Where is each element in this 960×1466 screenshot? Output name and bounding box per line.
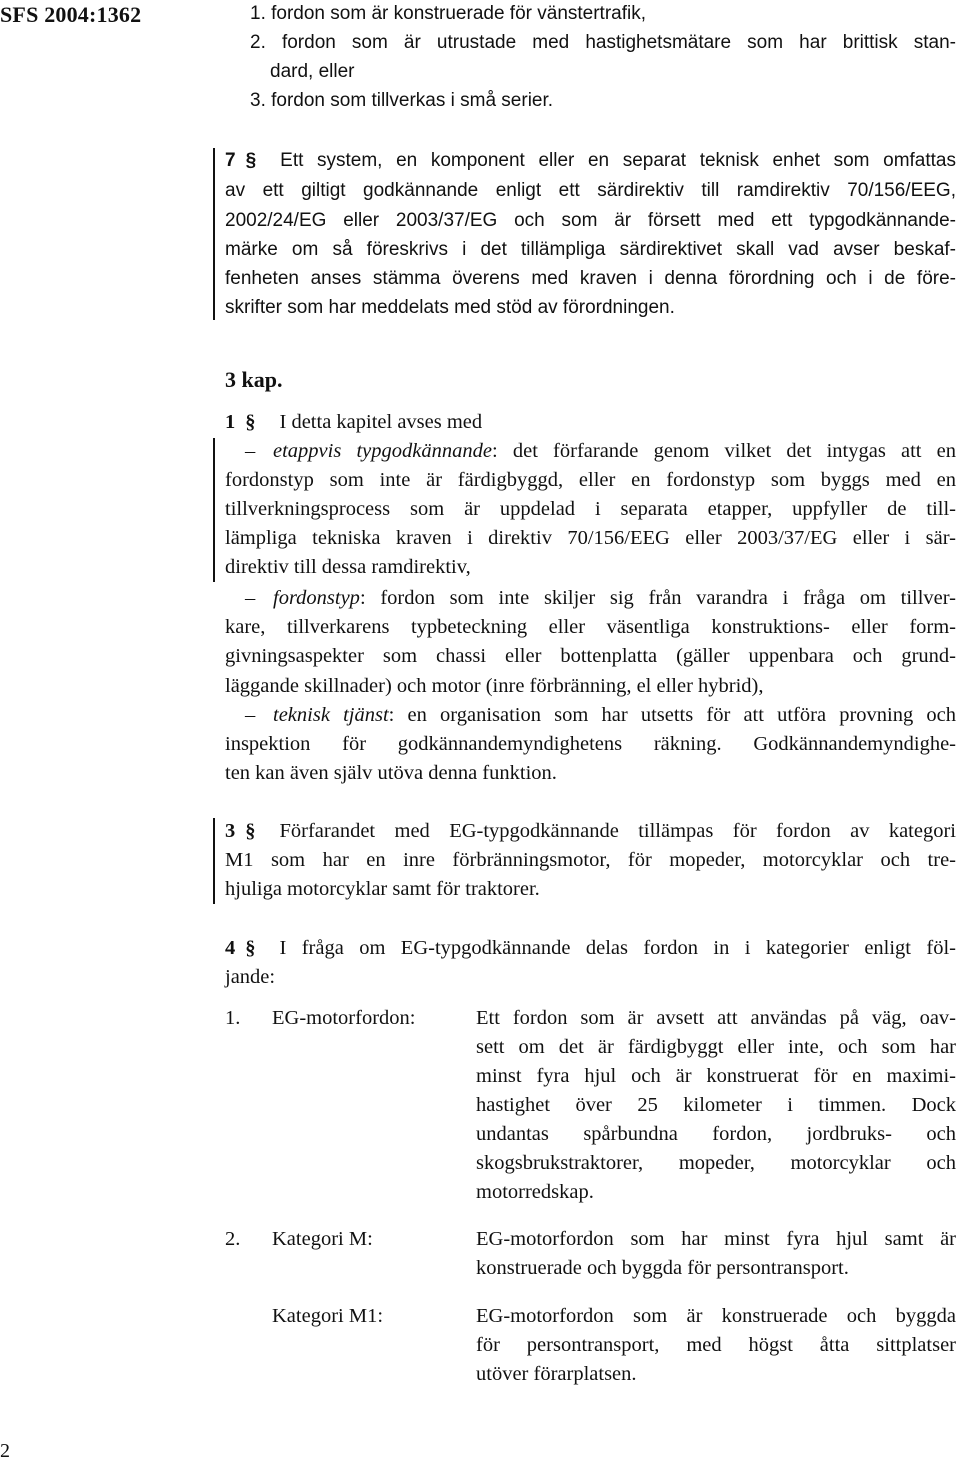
list-item-3: 3. fordon som tillverkas i små serier. [250, 90, 554, 111]
section-4-number: 4 [225, 937, 236, 959]
definition-3-term: teknisk tjänst [273, 704, 389, 726]
section-sign: § [245, 150, 257, 171]
definition-2-line-1 [245, 588, 956, 609]
category-description-line: skogsbrukstraktorer, mopeder, motorcyklar och [476, 1152, 956, 1174]
document-reference: SFS 2004:1362 [0, 2, 142, 27]
section-7-line-5: fenheten anses stämma överens med kraven i denna förordning och i de före- [225, 268, 956, 289]
section-7-line-3: 2002/24/EG eller 2003/37/EG och som är försett med ett typgodkännande- [225, 210, 956, 231]
category-description-line: konstruerade och byggda för persontransport. [476, 1257, 849, 1279]
category-number: 2. [225, 1228, 241, 1250]
section-3-number: 3 [225, 820, 236, 842]
section-1-number: 1 [225, 411, 236, 433]
category-term: EG-motorfordon: [272, 1007, 416, 1029]
category-number: 1. [225, 1007, 241, 1029]
section-7-number: 7 [225, 150, 236, 171]
dash: – [245, 587, 256, 609]
section-4-line-2: jande: [225, 966, 276, 988]
section-3-line-3: hjuliga motorcyklar samt för traktorer. [225, 878, 540, 900]
category-description-line: undantas spårbundna fordon, jordbruks- och [476, 1123, 956, 1145]
section-sign: § [245, 411, 256, 433]
section-sign: § [245, 937, 256, 959]
section-3-line-2: M1 som har en inre förbränningsmotor, för mopeder, motorcyklar och tre- [225, 849, 956, 871]
category-term: Kategori M: [272, 1228, 373, 1250]
definition-2-line-3: givningsaspekter som chassi eller bottenplatta (gäller uppenbara och grund- [225, 645, 956, 667]
section-1-intro [225, 412, 482, 433]
category-description-line: EG-motorfordon som har minst fyra hjul samt är [476, 1228, 956, 1250]
section-7-line-1 [225, 151, 956, 170]
section-sign: § [245, 820, 256, 842]
definition-1-line-5: direktiv till dessa ramdirektiv, [225, 556, 471, 578]
definition-1-line-4: lämpliga tekniska kraven i direktiv 70/156/EEG eller 2003/37/EG eller i sär- [225, 527, 956, 549]
definition-1-line-3: tillverkningsprocess som är uppdelad i separata etapper, uppfyller de till- [225, 498, 956, 520]
section-7-text: Ett system, en komponent eller en separat teknisk enhet som omfattas [280, 150, 956, 171]
category-description-line: motorredskap. [476, 1181, 594, 1203]
category-description-line: sett om det är färdigbyggt eller inte, och som har [476, 1036, 956, 1058]
definition-3-line-1 [245, 705, 956, 726]
section-4-text: I fråga om EG-typgodkännande delas fordon in i kategorier enligt föl- [279, 937, 956, 959]
section-3-text: Förfarandet med EG-typgodkännande tillämpas för fordon av kategori [279, 820, 956, 842]
list-item-1: 1. fordon som är konstruerade för vänstertrafik, [250, 3, 647, 24]
definition-1-line-2: fordonstyp som inte är färdigbyggd, eller en fordonstyp som byggs med en [225, 469, 956, 491]
chapter-heading: 3 kap. [225, 367, 283, 392]
dash: – [245, 440, 256, 462]
category-description-line: för persontransport, med högst åtta sittplatser [476, 1334, 956, 1356]
section-1-intro-text: I detta kapitel avses med [279, 411, 483, 433]
definition-1-line-1 [245, 441, 956, 462]
section-7-line-2: av ett giltigt godkännande enligt ett särdirektiv till ramdirektiv 70/156/EEG, [225, 180, 956, 201]
definition-1-term: etappvis typgodkännande [273, 440, 492, 462]
category-description-line: hastighet över 25 kilometer i timmen. Dock [476, 1094, 956, 1116]
dash: – [245, 704, 256, 726]
definition-2-term: fordonstyp [273, 587, 360, 609]
list-item-2: 2. fordon som är utrustade med hastighetsmätare som har brittisk stan- [250, 32, 956, 53]
change-bar [213, 148, 215, 320]
section-3-line-1 [225, 821, 956, 842]
definition-2-text: : fordon som inte skiljer sig från varandra i fråga om tillver- [359, 587, 956, 609]
definition-2-line-2: kare, tillverkarens typbeteckning eller väsentliga konstruktions- eller form- [225, 616, 956, 638]
definition-3-line-2: inspektion för godkännandemyndighetens räkning. Godkännandemyndighe- [225, 733, 956, 755]
section-4-line-1 [225, 938, 956, 959]
category-description-line: EG-motorfordon som är konstruerade och byggda [476, 1305, 956, 1327]
category-description-line: Ett fordon som är avsett att användas på väg, oav- [476, 1007, 956, 1029]
change-bar [213, 818, 215, 904]
definition-1-text: : det förfarande genom vilket det intygas att en [491, 440, 956, 462]
section-7-line-6: skrifter som har meddelats med stöd av förordningen. [225, 297, 675, 318]
definition-3-line-3: ten kan även själv utöva denna funktion. [225, 762, 557, 784]
category-description-line: utöver förarplatsen. [476, 1363, 637, 1385]
definition-2-line-4: läggande skillnader) och motor (inre förbränning, el eller hybrid), [225, 675, 764, 697]
change-bar [213, 438, 215, 582]
category-term: Kategori M1: [272, 1305, 384, 1327]
list-item-2-cont: dard, eller [270, 61, 355, 82]
category-description-line: minst fyra hjul och är konstruerat för en maximi- [476, 1065, 956, 1087]
definition-3-text: : en organisation som har utsetts för att utföra provning och [388, 704, 957, 726]
page-number: 2 [0, 1440, 10, 1462]
section-7-line-4: märke om så föreskrivs i det tillämpliga särdirektivet skall vad avser beskaf- [225, 239, 956, 260]
